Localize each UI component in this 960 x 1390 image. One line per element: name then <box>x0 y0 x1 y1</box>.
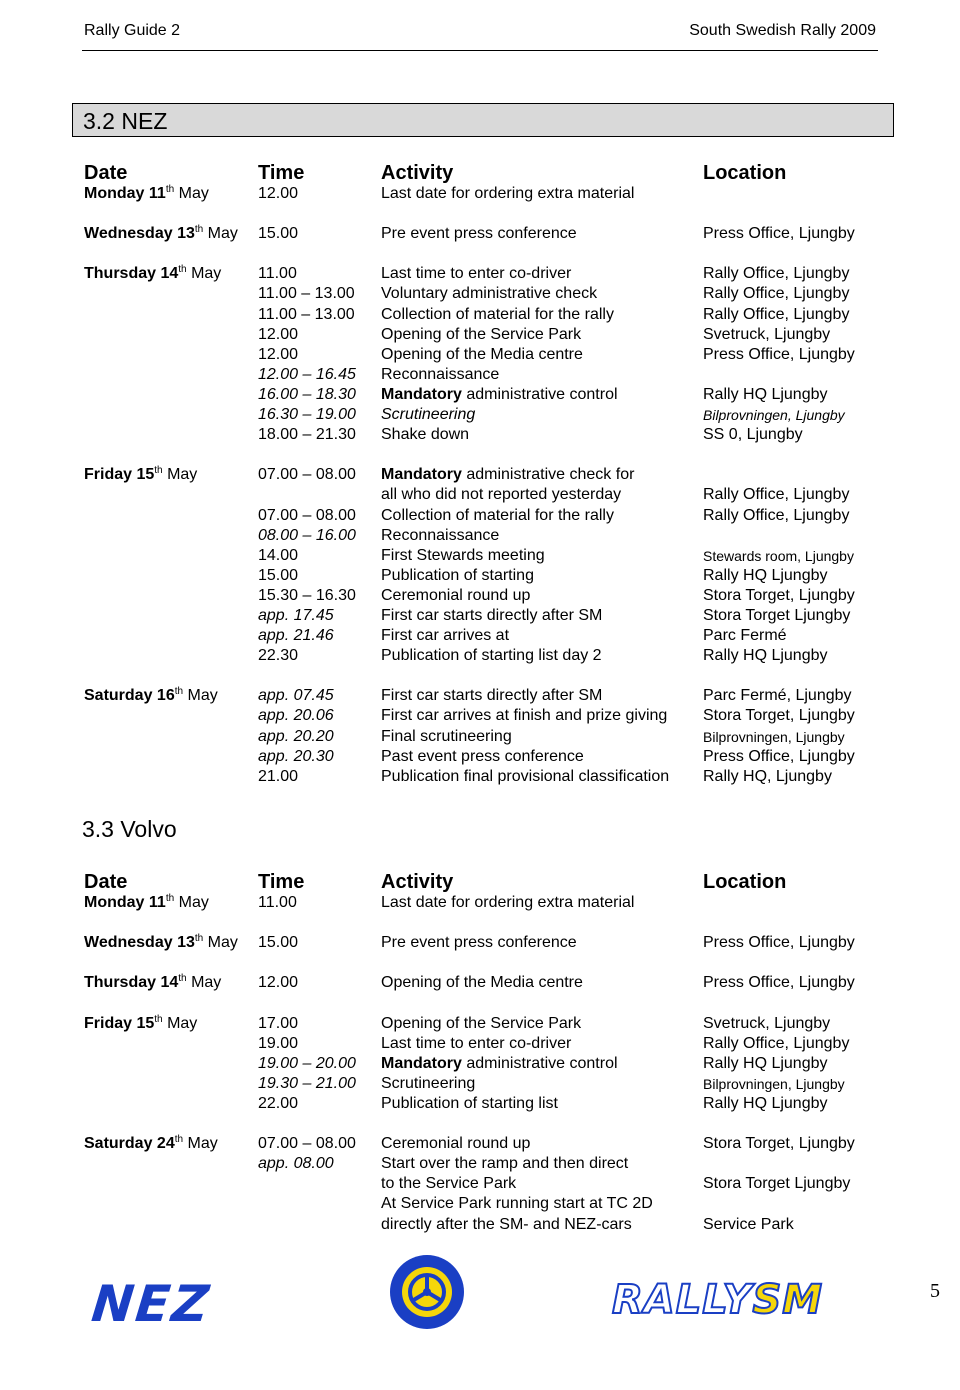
row-time: 11.00 – 13.00 <box>258 305 355 323</box>
row-activity-text: Last time to enter co-driver <box>381 265 572 283</box>
row-location: Rally Office, Ljungby <box>703 265 850 283</box>
row-activity-text: Last time to enter co-driver <box>381 1034 572 1052</box>
row-date-suffix: th <box>174 686 184 698</box>
row-date-month: May <box>167 1014 198 1032</box>
row-activity-text: First Stewards meeting <box>381 546 545 564</box>
row-activity <box>381 365 499 385</box>
row-date-suffix: th <box>178 264 187 276</box>
schedule-row <box>84 933 884 953</box>
column-header-location: Location <box>703 871 787 893</box>
schedule-row <box>84 747 884 767</box>
row-location: Parc Fermé <box>703 627 787 645</box>
row-date-month: May <box>191 974 222 992</box>
row-activity-text: directly after the SM- and NEZ-cars <box>381 1215 632 1233</box>
row-location: Rally Office, Ljungby <box>703 506 850 524</box>
row-location: Stora Torget Ljungby <box>703 1175 851 1193</box>
schedule-row <box>84 1094 884 1114</box>
row-location: Press Office, Ljungby <box>703 747 855 765</box>
schedule-row <box>84 626 884 646</box>
row-time: 07.00 – 08.00 <box>258 1135 356 1153</box>
row-activity <box>381 345 583 365</box>
row-location: Stora Torget, Ljungby <box>703 707 855 725</box>
row-time: app. 08.00 <box>258 1155 334 1173</box>
row-activity <box>381 385 618 405</box>
row-activity <box>381 686 602 706</box>
row-location: Svetruck, Ljungby <box>703 325 831 343</box>
row-activity <box>381 264 571 284</box>
row-time: 15.00 <box>258 934 299 952</box>
schedule-row <box>84 526 884 546</box>
row-location: Rally HQ Ljungby <box>703 647 828 665</box>
row-location: Press Office, Ljungby <box>703 225 855 243</box>
schedule-row <box>84 973 884 993</box>
row-date-month: May <box>187 687 218 705</box>
row-date-month: May <box>207 934 238 952</box>
column-header-time: Time <box>258 871 305 893</box>
row-activity-text: First car starts directly after SM <box>381 687 603 705</box>
row-activity-text: Opening of the Service Park <box>381 1014 582 1032</box>
row-time: 07.00 – 08.00 <box>258 506 356 524</box>
row-date-suffix: th <box>194 933 204 945</box>
row-location: Rally HQ Ljungby <box>703 1054 828 1072</box>
schedule-row <box>84 506 884 526</box>
row-time: 19.30 – 21.00 <box>258 1074 356 1092</box>
row-activity-text: Shake down <box>381 426 470 444</box>
row-date <box>84 264 221 284</box>
row-time: 11.00 <box>258 894 297 911</box>
row-location: Bilprovningen, Ljungby <box>703 407 845 424</box>
row-location: Stora Torget, Ljungby <box>703 586 855 604</box>
row-date-month: May <box>167 466 198 484</box>
row-location: Stewards room, Ljungby <box>703 547 854 564</box>
row-date <box>84 933 238 953</box>
column-header-row <box>84 162 884 184</box>
row-activity <box>381 566 534 586</box>
row-time: app. 20.06 <box>258 707 334 725</box>
spacer-row <box>84 204 884 224</box>
row-date <box>84 1134 218 1154</box>
row-date-suffix: th <box>174 1134 184 1146</box>
schedule-row <box>84 727 884 747</box>
row-date <box>84 184 209 204</box>
row-time: 21.00 <box>258 767 299 785</box>
row-activity-text: to the Service Park <box>381 1175 517 1193</box>
schedule-row <box>84 385 884 405</box>
row-time: 15.00 <box>258 225 299 243</box>
schedule-row <box>84 184 884 204</box>
row-activity <box>381 626 509 646</box>
schedule-row <box>84 264 884 284</box>
row-activity-text: Publication final provisional classification <box>381 767 670 785</box>
row-activity <box>381 727 512 747</box>
schedule-row <box>84 1174 884 1194</box>
row-activity-emphasis: Mandatory <box>381 385 462 403</box>
row-activity-text: Scrutineering <box>381 406 476 424</box>
schedule-row <box>84 485 884 505</box>
schedule-row <box>84 1054 884 1074</box>
row-location: Stora Torget, Ljungby <box>703 1135 855 1153</box>
row-activity-text: First car arrives at <box>381 627 510 645</box>
schedule-row <box>84 767 884 787</box>
row-date-month: May <box>187 1135 218 1153</box>
schedule-row <box>84 305 884 325</box>
row-activity-text: First car arrives at finish and prize giving <box>381 707 668 725</box>
row-date-day: Thursday 14 <box>84 265 179 283</box>
row-time: 17.00 <box>258 1014 299 1032</box>
row-activity-text: Opening of the Service Park <box>381 325 582 343</box>
row-time: 19.00 <box>258 1034 299 1052</box>
row-time: app. 17.45 <box>258 606 334 624</box>
row-location: Service Park <box>703 1215 794 1233</box>
row-activity <box>381 305 614 325</box>
row-time: 22.00 <box>258 1094 299 1112</box>
row-activity-text: Opening of the Media centre <box>381 345 583 363</box>
header-right: South Swedish Rally 2009 <box>689 22 876 39</box>
row-time: 07.00 – 08.00 <box>258 466 356 484</box>
row-time: 16.00 – 18.30 <box>258 385 356 403</box>
schedule-row <box>84 425 884 445</box>
row-date-month: May <box>178 894 209 911</box>
row-date <box>84 1014 197 1034</box>
row-activity <box>381 767 669 787</box>
schedule-row <box>84 1014 884 1034</box>
row-location: Rally Office, Ljungby <box>703 1034 850 1052</box>
column-header-time: Time <box>258 162 305 184</box>
row-location: Bilprovningen, Ljungby <box>703 728 845 745</box>
row-date-day: Saturday 24 <box>84 1135 175 1153</box>
row-date-month: May <box>207 225 238 243</box>
row-location: Press Office, Ljungby <box>703 974 855 992</box>
row-date-suffix: th <box>154 1013 163 1025</box>
row-activity-text: Reconnaissance <box>381 526 500 544</box>
row-activity <box>381 405 475 425</box>
row-activity <box>381 747 584 767</box>
row-location: Bilprovningen, Ljungby <box>703 1075 845 1092</box>
row-location: Press Office, Ljungby <box>703 345 855 363</box>
row-date <box>84 686 218 706</box>
row-activity <box>381 184 634 204</box>
row-location: Rally Office, Ljungby <box>703 285 850 303</box>
rally-sm-logo-sm: SM <box>752 1277 824 1323</box>
row-date <box>84 973 221 993</box>
row-date-day: Monday 11 <box>84 185 166 202</box>
schedule-row <box>84 365 884 385</box>
row-activity <box>381 706 667 726</box>
row-date-suffix: th <box>165 893 175 904</box>
row-activity-text: Voluntary administrative check <box>381 285 598 303</box>
row-activity-text: Last date for ordering extra material <box>381 185 635 202</box>
row-activity-text: Last date for ordering extra material <box>381 894 635 911</box>
row-activity-text: Opening of the Media centre <box>381 974 583 992</box>
header-left: Rally Guide 2 <box>84 22 181 39</box>
row-activity-text: Pre event press conference <box>381 225 577 243</box>
row-date-suffix: th <box>178 973 187 985</box>
schedule-row <box>84 325 884 345</box>
row-activity <box>381 893 634 913</box>
schedule-row <box>84 546 884 566</box>
row-activity <box>381 1034 571 1054</box>
rally-sm-logo-rally: RALLY <box>612 1277 753 1323</box>
row-activity <box>381 606 602 626</box>
row-activity <box>381 933 577 953</box>
row-date-day: Friday 15 <box>84 1014 155 1032</box>
spacer-row <box>84 993 884 1013</box>
row-time: 11.00 – 13.00 <box>258 285 355 303</box>
row-date-suffix: th <box>194 224 204 236</box>
column-header-date: Date <box>84 871 128 893</box>
row-date-suffix: th <box>165 184 175 195</box>
row-time: 14.00 <box>258 546 299 564</box>
row-activity-text: administrative control <box>461 385 618 403</box>
row-activity <box>381 646 602 666</box>
row-time: 12.00 <box>258 185 299 202</box>
schedule-row <box>84 224 884 244</box>
row-time: 15.30 – 16.30 <box>258 586 356 604</box>
schedule-row <box>84 1034 884 1054</box>
row-location: Rally HQ, Ljungby <box>703 767 832 785</box>
row-activity-text: At Service Park running start at TC 2D <box>381 1195 653 1213</box>
row-time: 12.00 <box>258 974 299 992</box>
row-location: Rally HQ Ljungby <box>703 566 828 584</box>
column-header-row <box>84 871 884 893</box>
row-activity-text: Ceremonial round up <box>381 586 531 604</box>
row-date <box>84 224 238 244</box>
row-activity <box>381 546 545 566</box>
row-location: Rally Office, Ljungby <box>703 305 850 323</box>
row-date-day: Friday 15 <box>84 466 155 484</box>
row-activity <box>381 325 581 345</box>
row-activity <box>381 284 597 304</box>
schedule-row <box>84 405 884 425</box>
row-date-month: May <box>191 265 222 283</box>
row-activity <box>381 1054 618 1074</box>
row-activity <box>381 506 614 526</box>
spacer-row <box>84 666 884 686</box>
row-time: app. 20.30 <box>258 747 334 765</box>
row-activity <box>381 1074 475 1094</box>
row-time: 11.00 <box>258 265 297 283</box>
row-time: 08.00 – 16.00 <box>258 526 356 544</box>
row-activity-text: Final scrutineering <box>381 727 512 745</box>
row-time: 22.30 <box>258 647 299 665</box>
spacer-row <box>84 445 884 465</box>
row-activity-text: Scrutineering <box>381 1074 476 1092</box>
column-header-date: Date <box>84 162 128 184</box>
schedule-row <box>84 1074 884 1094</box>
row-location: Rally HQ Ljungby <box>703 385 828 403</box>
schedule-row <box>84 345 884 365</box>
row-activity-text: Collection of material for the rally <box>381 305 614 323</box>
spacer-row <box>84 913 884 933</box>
row-activity-text: Publication of starting list <box>381 1094 558 1112</box>
row-activity <box>381 1174 516 1194</box>
row-activity <box>381 485 621 505</box>
section-title-nez: 3.2 NEZ <box>72 103 894 137</box>
schedule-row <box>84 1154 884 1174</box>
row-activity <box>381 526 499 546</box>
row-activity <box>381 425 469 445</box>
row-time: 16.30 – 19.00 <box>258 406 356 424</box>
row-activity <box>381 465 634 485</box>
schedule-row <box>84 646 884 666</box>
row-activity <box>381 973 583 993</box>
row-location: Parc Fermé, Ljungby <box>703 687 852 705</box>
footer-logos <box>0 1245 960 1345</box>
row-time: app. 21.46 <box>258 627 334 645</box>
row-date-day: Wednesday 13 <box>84 934 195 952</box>
schedule-row <box>84 465 884 485</box>
row-activity <box>381 1134 530 1154</box>
row-activity <box>381 1014 581 1034</box>
row-time: 15.00 <box>258 566 299 584</box>
row-location: Rally Office, Ljungby <box>703 486 850 504</box>
row-location: Svetruck, Ljungby <box>703 1014 831 1032</box>
row-activity <box>381 1194 653 1214</box>
row-date-day: Monday 11 <box>84 894 166 911</box>
column-header-location: Location <box>703 162 787 184</box>
page-number: 5 <box>930 1280 940 1302</box>
schedule-row <box>84 606 884 626</box>
row-activity-text: Publication of starting <box>381 566 534 584</box>
row-date-month: May <box>178 185 209 202</box>
row-activity-text: Pre event press conference <box>381 934 577 952</box>
row-location: SS 0, Ljungby <box>703 426 803 444</box>
header-rule <box>82 50 878 51</box>
row-activity-text: Publication of starting list day 2 <box>381 647 602 665</box>
row-activity-text: all who did not reported yesterday <box>381 486 622 504</box>
row-activity-text: Past event press conference <box>381 747 584 765</box>
row-time: 12.00 – 16.45 <box>258 365 356 383</box>
schedule-row <box>84 686 884 706</box>
row-activity <box>381 1094 558 1114</box>
row-activity-text: Start over the ramp and then direct <box>381 1155 629 1173</box>
schedule-table-volvo <box>84 871 884 1235</box>
row-activity-text: Collection of material for the rally <box>381 506 614 524</box>
row-activity <box>381 1154 628 1174</box>
row-date-day: Saturday 16 <box>84 687 175 705</box>
column-header-activity: Activity <box>381 871 454 893</box>
spacer-row <box>84 244 884 264</box>
row-activity-emphasis: Mandatory <box>381 1054 462 1072</box>
row-date <box>84 465 197 485</box>
row-date-suffix: th <box>154 465 163 477</box>
schedule-row <box>84 1215 884 1235</box>
row-location: Rally HQ Ljungby <box>703 1094 828 1112</box>
schedule-row <box>84 566 884 586</box>
section-title-volvo: 3.3 Volvo <box>82 816 177 842</box>
row-activity-text: Reconnaissance <box>381 365 500 383</box>
schedule-row <box>84 586 884 606</box>
row-activity <box>381 224 577 244</box>
row-time: 18.00 – 21.30 <box>258 426 356 444</box>
spacer-row <box>84 953 884 973</box>
row-time: 12.00 <box>258 345 299 363</box>
row-date-day: Thursday 14 <box>84 974 179 992</box>
row-time: 19.00 – 20.00 <box>258 1054 356 1072</box>
schedule-row <box>84 893 884 913</box>
row-activity <box>381 586 530 606</box>
schedule-row <box>84 284 884 304</box>
sbf-seal-logo <box>388 1253 466 1331</box>
row-activity-emphasis: Mandatory <box>381 466 462 484</box>
row-activity <box>381 1215 632 1235</box>
schedule-row <box>84 1194 884 1214</box>
spacer-row <box>84 1114 884 1134</box>
row-time: app. 07.45 <box>258 687 334 705</box>
row-activity-text: administrative check for <box>461 466 635 484</box>
schedule-row <box>84 1134 884 1154</box>
row-activity-text: First car starts directly after SM <box>381 606 603 624</box>
row-time: app. 20.20 <box>258 727 334 745</box>
row-time: 12.00 <box>258 325 299 343</box>
schedule-table-nez <box>84 162 884 787</box>
row-date-day: Wednesday 13 <box>84 225 195 243</box>
schedule-row <box>84 706 884 726</box>
rally-sm-logo <box>612 1277 823 1323</box>
column-header-activity: Activity <box>381 162 454 184</box>
nez-logo: NEZ <box>88 1275 214 1333</box>
row-location: Stora Torget Ljungby <box>703 606 851 624</box>
row-activity-text: administrative control <box>461 1054 618 1072</box>
row-activity-text: Ceremonial round up <box>381 1135 531 1153</box>
row-location: Press Office, Ljungby <box>703 934 855 952</box>
row-date <box>84 893 209 913</box>
